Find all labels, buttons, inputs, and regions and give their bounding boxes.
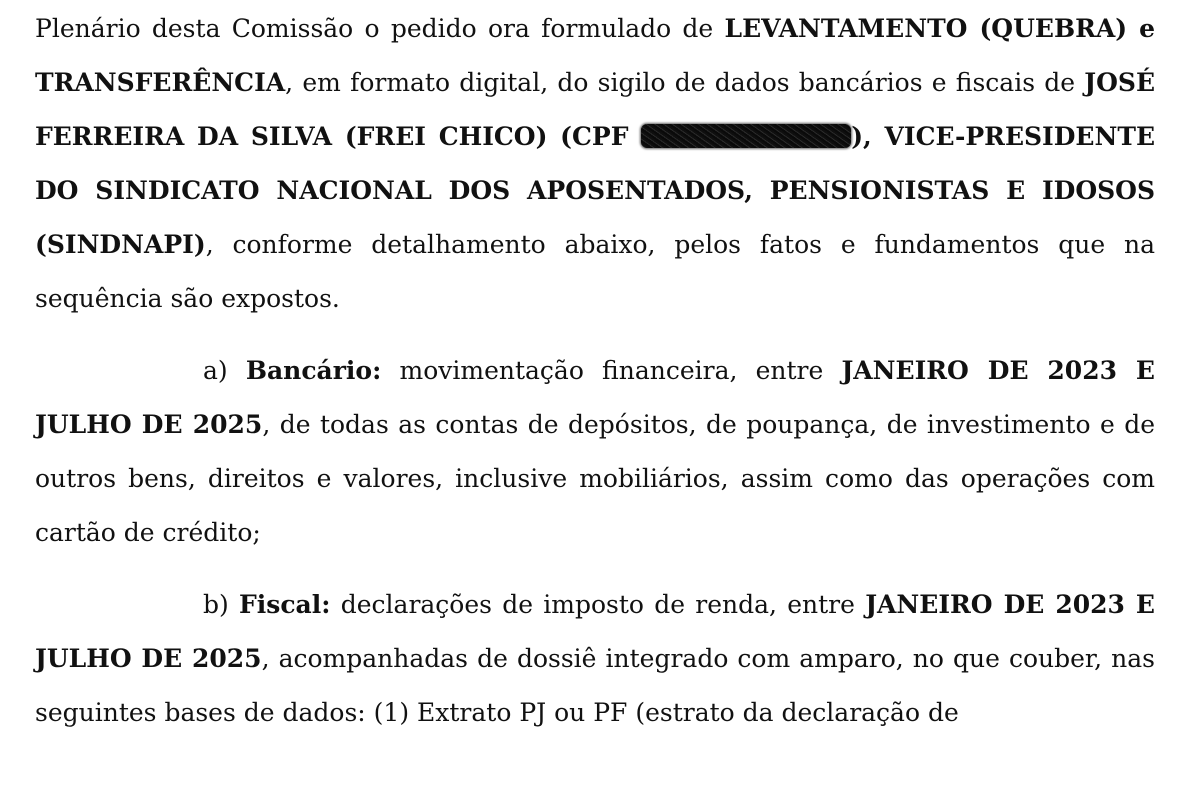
request-text-3: , conforme detalhamento abaixo, pelos fatos e fundamentos que na sequência são expostos. [35,230,1155,313]
request-text-2: , em formato digital, do sigilo de dados bancários e fiscais de [285,68,1085,97]
item-a-text-1: movimentação financeira, entre [381,356,842,385]
item-b-marker: b) [203,590,240,619]
item-b-period: JANEIRO DE 2023 E JULHO DE 2025 [35,590,1155,673]
item-a-period: JANEIRO DE 2023 E JULHO DE 2025 [35,356,1155,439]
item-b-text-1: declarações de imposto de renda, entre [330,590,866,619]
paragraph-item-a [35,344,1155,560]
request-bold-name: JOSÉ FERREIRA DA SILVA (FREI CHICO) (CPF [35,68,1155,151]
item-a-marker: a) [203,356,246,385]
item-a-text-2: , de todas as contas de depósitos, de poupança, de investimento e de outros bens, direitos e valores, inclusive mobiliários, assim como das operações com cartão de crédito; [35,410,1155,547]
request-bold-role: ), VICE-PRESIDENTE DO SINDICATO NACIONAL DOS APOSENTADOS, PENSIONISTAS E IDOSOS (SINDNAPI) [35,122,1155,259]
paragraph-item-b [35,578,1155,740]
request-text-1: Plenário desta Comissão o pedido ora formulado de [35,14,725,43]
item-a-label: Bancário: [245,356,382,385]
paragraph-request [35,0,1155,326]
redacted-cpf [641,124,851,148]
request-bold-levantamento: LEVANTAMENTO (QUEBRA) e TRANSFERÊNCIA [35,14,1156,97]
item-b-label: Fiscal: [239,590,331,619]
item-b-text-2: , acompanhadas de dossiê integrado com amparo, no que couber, nas seguintes bases de dados: (1) Extrato PJ ou PF (estrato da declaração de [35,644,1155,727]
